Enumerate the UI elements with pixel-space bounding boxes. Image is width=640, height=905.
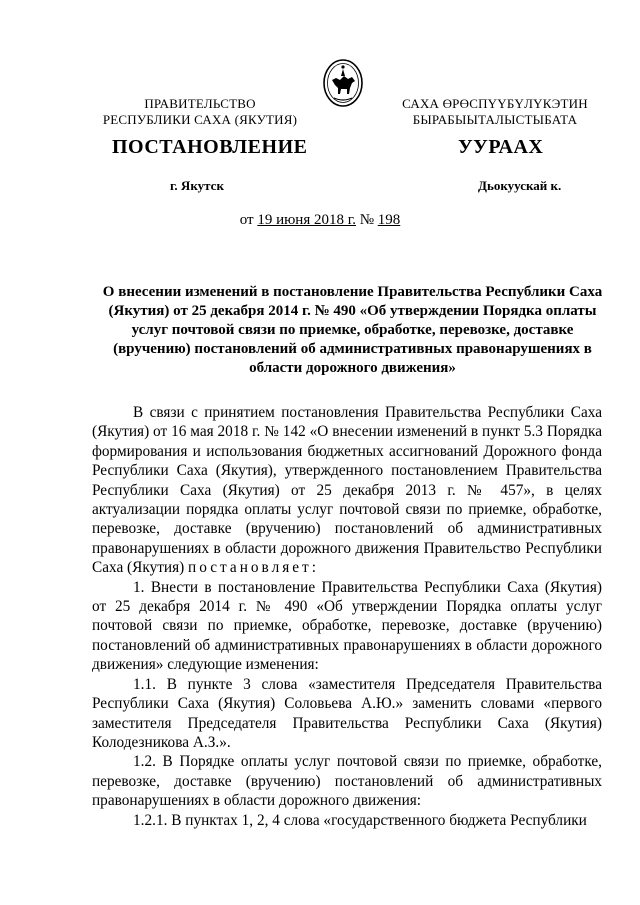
- paragraph-1-1: 1.1. В пункте 3 слова «заместителя Председателя Правительства Республики Саха (Якутия) Соловьева А.Ю.» заменить словами «первого заместителя Председателя Правительства Республики Саха (Якутия) Колодезникова А.З.».: [92, 675, 602, 751]
- city-ru: г. Якутск: [170, 178, 224, 193]
- decree-body: [92, 403, 602, 830]
- coat-of-arms-icon: [322, 58, 364, 108]
- decree-subject: О внесении изменений в постановление Правительства Республики Саха (Якутия) от 25 декабря 2014 г. № 490 «Об утверждении Порядка оплаты услуг почтовой связи по приемке, обработке, перевозке, доставке (вручению) постановлений об административных правонарушениях в области дорожного движения»: [102, 284, 603, 376]
- header-left: [100, 96, 300, 128]
- paragraph-1: 1. Внести в постановление Правительства Республики Саха (Якутия) от 25 декабря 2014 г. № 490 «Об утверждении Порядка оплаты услуг почтовой связи по приемке, обработке, перевозке, доставке (вручению) постановлений об административных правонарушениях в области дорожного движения» следующие изменения:: [92, 578, 602, 674]
- paragraph-1-2-1: 1.2.1. В пунктах 1, 2, 4 слова «государственного бюджета Республики: [133, 811, 587, 829]
- header-right: [390, 96, 600, 128]
- dateline-number-prefix: №: [355, 212, 378, 228]
- preamble-resolves: постановляет:: [188, 559, 319, 577]
- decree-date: 19 июня 2018 г.: [257, 212, 356, 228]
- preamble-text: В связи с принятием постановления Правительства Республики Саха (Якутия) от 16 мая 2018 г. № 142 «О внесении изменений в пункт 5.3 Порядка формирования и использования бюджетных ассигнований Дорожного фонда Республики Саха (Якутия), утвержденного постановлением Правительства Республики Саха (Якутия) от 25 декабря 2013 г. № 457», в целях актуализации порядка оплаты услуг почтовой связи по приемке, обработке, перевозке, доставке (вручению) постановлений об административных правонарушениях в области дорожного движения Правительство Республики Саха (Якутия): [92, 404, 602, 577]
- dateline-prefix: от: [239, 212, 258, 228]
- dateline: [0, 212, 640, 229]
- header-left-line1: ПРАВИТЕЛЬСТВО: [144, 96, 256, 111]
- title-ru: ПОСТАНОВЛЕНИЕ: [112, 136, 308, 158]
- city-sah: Дьокуускай к.: [478, 178, 562, 193]
- decree-number: 198: [377, 212, 401, 228]
- header-left-line2: РЕСПУБЛИКИ САХА (ЯКУТИЯ): [102, 112, 298, 127]
- header-right-line1: САХА ӨРӨСПҮҮБҮЛҮКЭТИН: [402, 96, 588, 111]
- header-right-line2: БЫРАБЫЫТАЛЫСТЫБАТА: [412, 112, 578, 127]
- title-sah: УУРААХ: [458, 136, 544, 158]
- paragraph-1-2: 1.2. В Порядке оплаты услуг почтовой связи по приемке, обработке, перевозке, доставке (вручению) постановлений об административных правонарушениях в области дорожного движения:: [92, 753, 602, 810]
- paragraph-preamble: [92, 403, 602, 578]
